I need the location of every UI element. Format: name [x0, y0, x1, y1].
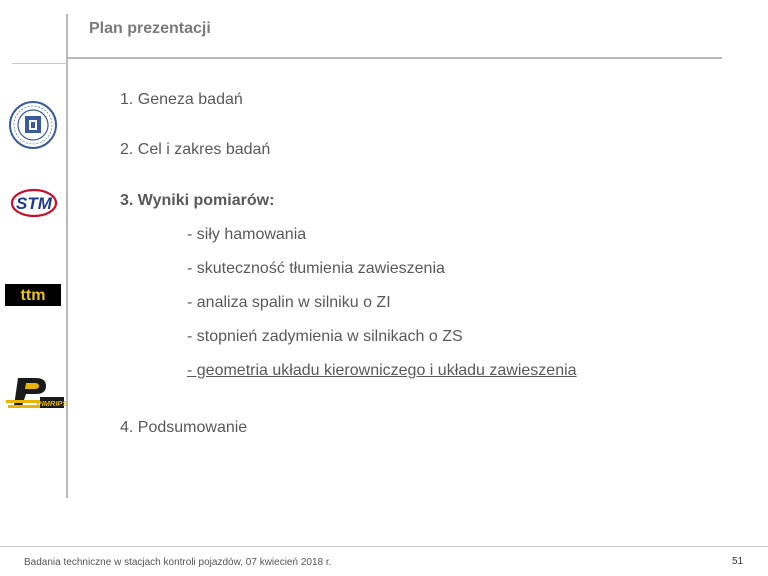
- footer-text: Badania techniczne w stacjach kontroli pojazdów, 07 kwiecień 2018 r.: [24, 557, 332, 568]
- footer-divider: [0, 546, 768, 547]
- page-title: Plan prezentacji: [89, 20, 211, 37]
- agenda-subitem-4: - stopnień zadymienia w silnikach o ZS: [187, 328, 463, 345]
- title-underline: [66, 57, 722, 59]
- agenda-subitem-5[interactable]: - geometria układu kierowniczego i układu zawieszenia: [187, 362, 577, 379]
- agenda-item-4: 4. Podsumowanie: [120, 419, 248, 436]
- agenda-subitem-3: - analiza spalin w silniku o ZI: [187, 294, 391, 311]
- stm-logo-text: STM: [16, 194, 52, 213]
- pimrips-logo: [4, 376, 68, 412]
- left-rule: [12, 63, 66, 64]
- stm-logo: [10, 186, 58, 220]
- agenda-subitem-1: - siły hamowania: [187, 226, 307, 243]
- agenda-item-2: 2. Cel i zakres badań: [120, 141, 271, 158]
- university-seal-logo: [8, 100, 58, 150]
- page-number: 51: [732, 556, 744, 567]
- pimrips-logo-text: PIMRIPS: [36, 399, 68, 408]
- agenda-item-1: 1. Geneza badań: [120, 91, 243, 108]
- ttm-logo: [5, 284, 61, 306]
- vertical-divider: [66, 14, 68, 498]
- agenda-item-3: 3. Wyniki pomiarów:: [120, 192, 275, 209]
- agenda-subitem-2: - skuteczność tłumienia zawieszenia: [187, 260, 445, 277]
- ttm-logo-text: ttm: [20, 287, 46, 304]
